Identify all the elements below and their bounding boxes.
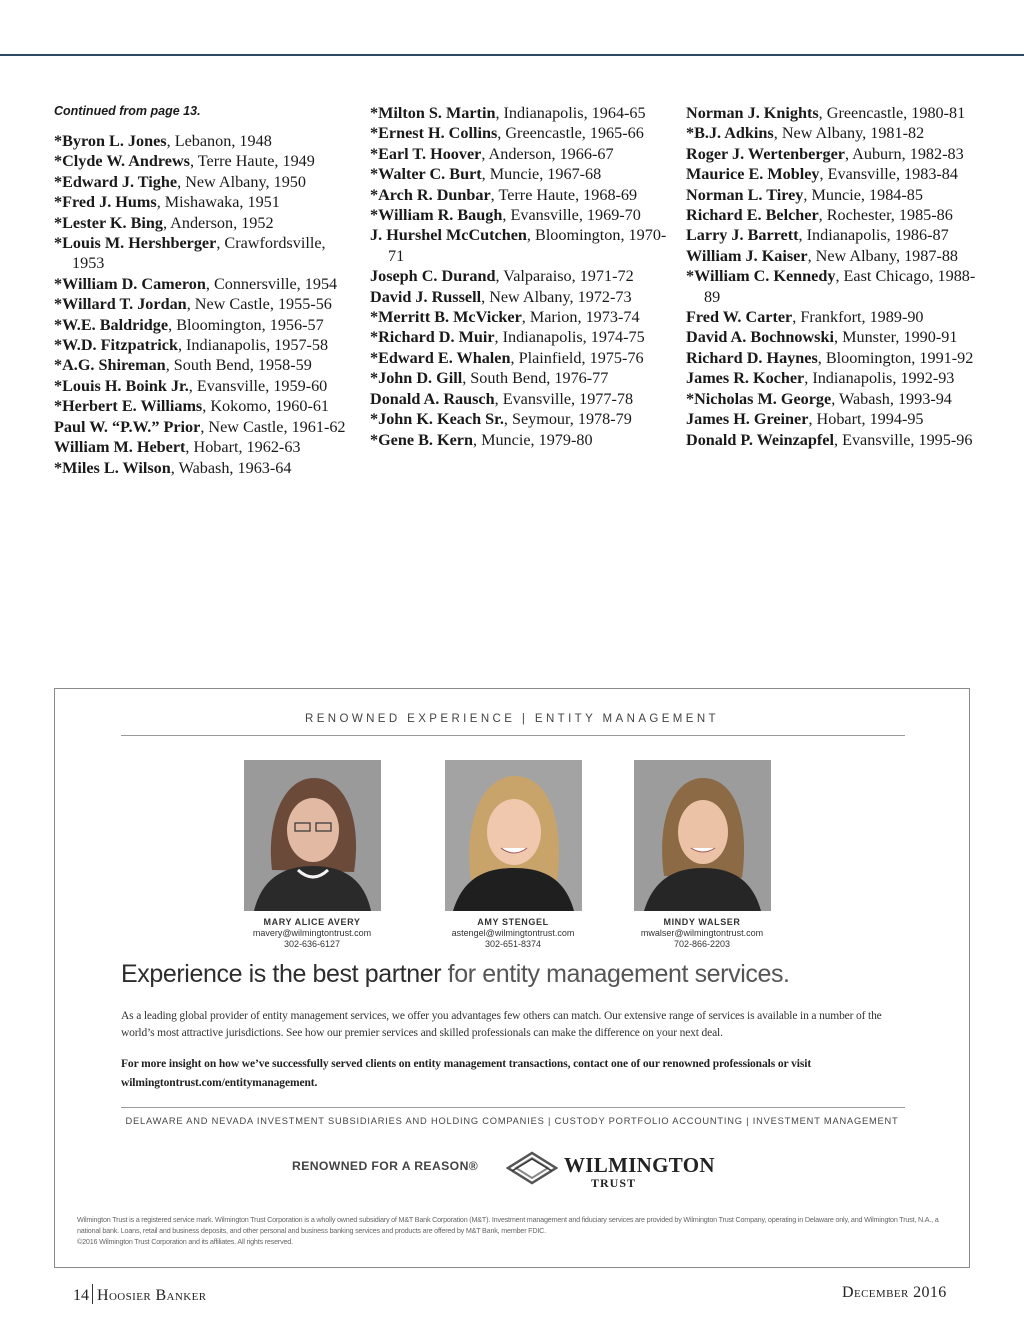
president-details: , Evansville, 1995-96 <box>833 430 973 449</box>
portrait-photo <box>445 760 582 911</box>
person-card <box>622 760 782 949</box>
past-president-entry <box>370 287 670 307</box>
president-details: , Terre Haute, 1949 <box>189 152 315 171</box>
president-name: *Herbert E. Williams <box>54 397 203 416</box>
past-president-entry <box>370 307 670 327</box>
person-phone: 302-636-6127 <box>283 938 341 949</box>
past-president-entry <box>370 205 670 225</box>
president-name: James H. Greiner <box>686 410 809 429</box>
publication-name: Hoosier Banker <box>97 1287 207 1304</box>
past-president-entry <box>54 458 354 478</box>
president-name: Richard E. Belcher <box>686 206 819 225</box>
president-name: *A.G. Shireman <box>54 356 166 375</box>
president-details: , Muncie, 1984-85 <box>803 185 923 204</box>
president-details: , New Albany, 1950 <box>177 172 306 191</box>
person-name: MARY ALICE AVERY <box>263 917 361 927</box>
president-name: *Nicholas M. George <box>686 389 832 408</box>
past-president-entry <box>686 103 986 123</box>
past-president-entry <box>54 172 354 192</box>
page-number: 14 <box>73 1287 89 1304</box>
president-name: *John D. Gill <box>370 369 463 388</box>
past-president-entry <box>54 213 354 233</box>
past-president-entry <box>686 307 986 327</box>
past-president-entry <box>686 430 986 450</box>
past-president-entry <box>370 103 670 123</box>
past-president-entry <box>686 144 986 164</box>
person-name: MINDY WALSER <box>663 917 741 927</box>
president-name: David J. Russell <box>370 287 482 306</box>
president-details: , Bloomington, 1970-71 <box>388 226 667 265</box>
past-president-entry <box>54 192 354 212</box>
continued-note: Continued from page 13. <box>54 104 201 118</box>
president-details: , Muncie, 1967-68 <box>481 165 602 184</box>
past-president-entry <box>54 335 354 355</box>
president-name: *Miles L. Wilson <box>54 458 171 477</box>
president-name: J. Hurshel McCutchen <box>370 226 527 245</box>
president-name: Donald A. Rausch <box>370 389 495 408</box>
past-president-entry <box>686 368 986 388</box>
president-details: , East Chicago, 1988-89 <box>704 267 976 306</box>
president-name: Maurice E. Mobley <box>686 165 820 184</box>
president-name: *Clyde W. Andrews <box>54 152 190 171</box>
president-details: , Wabash, 1963-64 <box>170 458 292 477</box>
past-president-entry <box>54 355 354 375</box>
ad-header: RENOWNED EXPERIENCE | ENTITY MANAGEMENT <box>305 713 719 725</box>
president-details: , New Albany, 1972-73 <box>481 287 632 306</box>
president-name: Norman J. Knights <box>686 104 819 122</box>
past-president-entry <box>54 274 354 294</box>
past-president-entry <box>370 348 670 368</box>
president-name: *Edward J. Tighe <box>54 172 178 191</box>
column-3 <box>686 103 986 450</box>
issue-date: December 2016 <box>842 1284 947 1301</box>
president-name: James R. Kocher <box>686 369 805 388</box>
past-president-entry <box>54 315 354 335</box>
ad-body-copy: As a leading global provider of entity management services, we offer you advantages few others can match. Our extensive range of services is available in a number of the world’s most attractive jurisdictions. See how our premier services and skilled professionals can make the difference on your next deal. <box>121 1010 882 1039</box>
president-details: , Indianapolis, 1957-58 <box>177 336 329 355</box>
column-2 <box>370 103 670 450</box>
president-details: , Auburn, 1982-83 <box>844 144 964 163</box>
past-president-entry <box>370 389 670 409</box>
past-president-entry <box>370 327 670 347</box>
person-phone: 702-866-2203 <box>673 938 731 949</box>
president-name: *Earl T. Hoover <box>370 144 482 163</box>
president-name: *William R. Baugh <box>370 206 503 225</box>
president-details: , New Castle, 1961-62 <box>200 417 346 436</box>
past-president-entry <box>686 185 986 205</box>
past-president-entry <box>54 437 354 457</box>
past-president-entry <box>54 233 354 274</box>
past-president-entry <box>686 225 986 245</box>
past-president-entry <box>370 266 670 286</box>
president-details: , Valparaiso, 1971-72 <box>495 267 634 286</box>
president-details: , Hobart, 1994-95 <box>808 410 924 429</box>
legal-disclaimer <box>77 1214 957 1247</box>
president-name: *Fred J. Hums <box>54 193 157 212</box>
president-name: Roger J. Wertenberger <box>686 144 845 163</box>
president-name: *W.E. Baldridge <box>54 315 169 334</box>
president-name: William J. Kaiser <box>686 246 808 265</box>
president-name: *Louis M. Hershberger <box>54 234 217 253</box>
president-details: , Hobart, 1962-63 <box>185 438 301 457</box>
president-name: *Milton S. Martin <box>370 104 496 122</box>
ad-call-to-action[interactable]: For more insight on how we’ve successfully served clients on entity management transactions, contact one of our renowned professionals or visit wilmingtontrust.com/entitymanagement. <box>121 1058 812 1089</box>
president-details: , New Albany, 1981-82 <box>773 124 925 143</box>
column-1 <box>54 103 354 478</box>
president-name: *W.D. Fitzpatrick <box>54 336 178 355</box>
person-email[interactable]: mwalser@wilmingtontrust.com <box>640 928 764 938</box>
president-details: , Greencastle, 1965-66 <box>497 124 644 143</box>
president-details: , Frankfort, 1989-90 <box>792 308 924 327</box>
portrait-photo <box>634 760 771 911</box>
president-details: , Indianapolis, 1964-65 <box>495 104 646 122</box>
president-details: , South Bend, 1976-77 <box>462 369 609 388</box>
president-name: David A. Bochnowski <box>686 328 834 347</box>
president-name: Norman L. Tirey <box>686 185 804 204</box>
president-details: , Bloomington, 1956-57 <box>168 315 324 334</box>
past-president-entry <box>686 389 986 409</box>
president-name: *Merritt B. McVicker <box>370 308 522 327</box>
president-name: *Richard D. Muir <box>370 328 495 347</box>
past-president-entry <box>54 396 354 416</box>
president-name: Joseph C. Durand <box>370 267 496 286</box>
brand-lockup <box>291 1145 751 1191</box>
past-president-entry <box>370 123 670 143</box>
president-name: William M. Hebert <box>54 438 186 457</box>
president-name: *Louis H. Boink Jr. <box>54 376 189 395</box>
president-details: , Evansville, 1983-84 <box>819 165 958 184</box>
past-president-entry <box>686 123 986 143</box>
person-name: AMY STENGEL <box>477 917 549 927</box>
past-president-entry <box>370 368 670 388</box>
ad-divider-bottom <box>121 1107 905 1108</box>
president-details: , Evansville, 1959-60 <box>188 376 328 395</box>
president-name: *Edward E. Whalen <box>370 348 511 367</box>
president-name: *Lester K. Bing <box>54 213 163 232</box>
past-president-entry <box>686 409 986 429</box>
logo-wordmark: WILMINGTON <box>564 1153 715 1177</box>
past-president-entry <box>686 164 986 184</box>
past-president-entry <box>370 185 670 205</box>
president-name: Donald P. Weinzapfel <box>686 430 834 449</box>
headline-strong: Experience is the best partner <box>121 960 442 988</box>
person-card <box>232 760 392 949</box>
president-name: Fred W. Carter <box>686 308 793 327</box>
president-details: , Anderson, 1952 <box>162 213 274 232</box>
president-name: *Willard T. Jordan <box>54 295 187 314</box>
president-name: *Arch R. Dunbar <box>370 185 491 204</box>
president-details: , Kokomo, 1960-61 <box>202 397 330 416</box>
person-email[interactable]: mavery@wilmingtontrust.com <box>252 928 372 938</box>
person-card <box>433 760 593 949</box>
past-president-entry <box>370 409 670 429</box>
president-details: , Terre Haute, 1968-69 <box>490 185 638 204</box>
past-president-entry <box>54 131 354 151</box>
president-details: , Indianapolis, 1986-87 <box>798 226 949 245</box>
president-details: , Mishawaka, 1951 <box>156 193 280 212</box>
president-details: , South Bend, 1958-59 <box>165 356 312 375</box>
president-details: , Seymour, 1978-79 <box>503 410 632 429</box>
president-name: *William C. Kennedy <box>686 267 836 286</box>
president-details: , Marion, 1973-74 <box>521 308 640 327</box>
president-details: , Muncie, 1979-80 <box>472 430 593 449</box>
president-name: *William D. Cameron <box>54 274 206 293</box>
person-phone: 302-651-8374 <box>484 938 542 949</box>
president-name: Paul W. “P.W.” Prior <box>54 417 201 436</box>
top-rule <box>0 54 1024 56</box>
president-details: , Lebanon, 1948 <box>166 132 272 150</box>
tagline: RENOWNED FOR A REASON® <box>292 1159 479 1173</box>
ad-headline <box>121 960 790 989</box>
legal-text: Wilmington Trust is a registered service mark. Wilmington Trust Corporation is a wholly owned subsidiary of M&T Bank Corporation (M&T). Investment management and fiduciary services are provided by Wilmington Trust Company, operating in Delaware only, and Wilmington Trust, N.A., a national bank. Loans, retail and business deposits, and other personal and business banking services and products are offered by M&T Bank, member FDIC. <box>77 1215 939 1235</box>
past-president-entry <box>686 246 986 266</box>
president-details: , Munster, 1990-91 <box>833 328 958 347</box>
president-details: , Indianapolis, 1992-93 <box>804 369 955 388</box>
past-president-entry <box>686 327 986 347</box>
past-president-entry <box>370 225 670 266</box>
president-details: , New Castle, 1955-56 <box>186 295 332 314</box>
past-president-entry <box>54 151 354 171</box>
president-name: Richard D. Haynes <box>686 348 818 367</box>
past-president-entry <box>370 144 670 164</box>
past-president-entry <box>370 164 670 184</box>
person-email[interactable]: astengel@wilmingtontrust.com <box>451 928 575 938</box>
headline-light: for entity management services. <box>441 960 790 988</box>
past-president-entry <box>54 294 354 314</box>
president-name: *Gene B. Kern <box>370 430 473 449</box>
president-name: *B.J. Adkins <box>686 124 774 143</box>
logo-subword: TRUST <box>591 1176 637 1190</box>
president-details: , Indianapolis, 1974-75 <box>494 328 645 347</box>
footer-separator <box>92 1284 93 1304</box>
past-president-entry <box>370 430 670 450</box>
past-president-entry <box>54 376 354 396</box>
wilmington-trust-ad <box>54 688 970 1268</box>
president-name: *Ernest H. Collins <box>370 124 498 143</box>
past-president-entry <box>686 348 986 368</box>
copyright-text: ©2016 Wilmington Trust Corporation and its affiliates. All rights reserved. <box>77 1237 293 1246</box>
president-details: , Plainfield, 1975-76 <box>510 348 644 367</box>
president-name: Larry J. Barrett <box>686 226 799 245</box>
past-president-entry <box>54 417 354 437</box>
president-name: *Walter C. Burt <box>370 165 482 184</box>
portrait-photo <box>244 760 381 911</box>
wilmington-trust-logo-icon <box>506 1149 558 1187</box>
president-details: , Evansville, 1969-70 <box>502 206 641 225</box>
president-details: , Bloomington, 1991-92 <box>817 348 974 367</box>
president-details: , Crawfordsville, 1953 <box>72 234 326 273</box>
footer-left <box>73 1284 206 1305</box>
ad-divider-top <box>121 735 905 736</box>
services-list: DELAWARE AND NEVADA INVESTMENT SUBSIDIARIES AND HOLDING COMPANIES | CUSTODY PORTFOLIO ACCOUNTING | INVESTMENT MANAGEMENT <box>125 1116 899 1126</box>
president-details: , Greencastle, 1980-81 <box>818 104 966 122</box>
president-details: , Connersville, 1954 <box>205 274 338 293</box>
president-name: *Byron L. Jones <box>54 132 167 150</box>
past-president-entry <box>686 205 986 225</box>
past-president-entry <box>686 266 986 307</box>
president-details: , Wabash, 1993-94 <box>831 389 952 408</box>
president-details: , Rochester, 1985-86 <box>818 206 953 225</box>
president-name: *John K. Keach Sr. <box>370 410 504 429</box>
president-details: , New Albany, 1987-88 <box>807 246 959 265</box>
president-details: , Evansville, 1977-78 <box>494 389 634 408</box>
president-details: , Anderson, 1966-67 <box>481 144 614 163</box>
